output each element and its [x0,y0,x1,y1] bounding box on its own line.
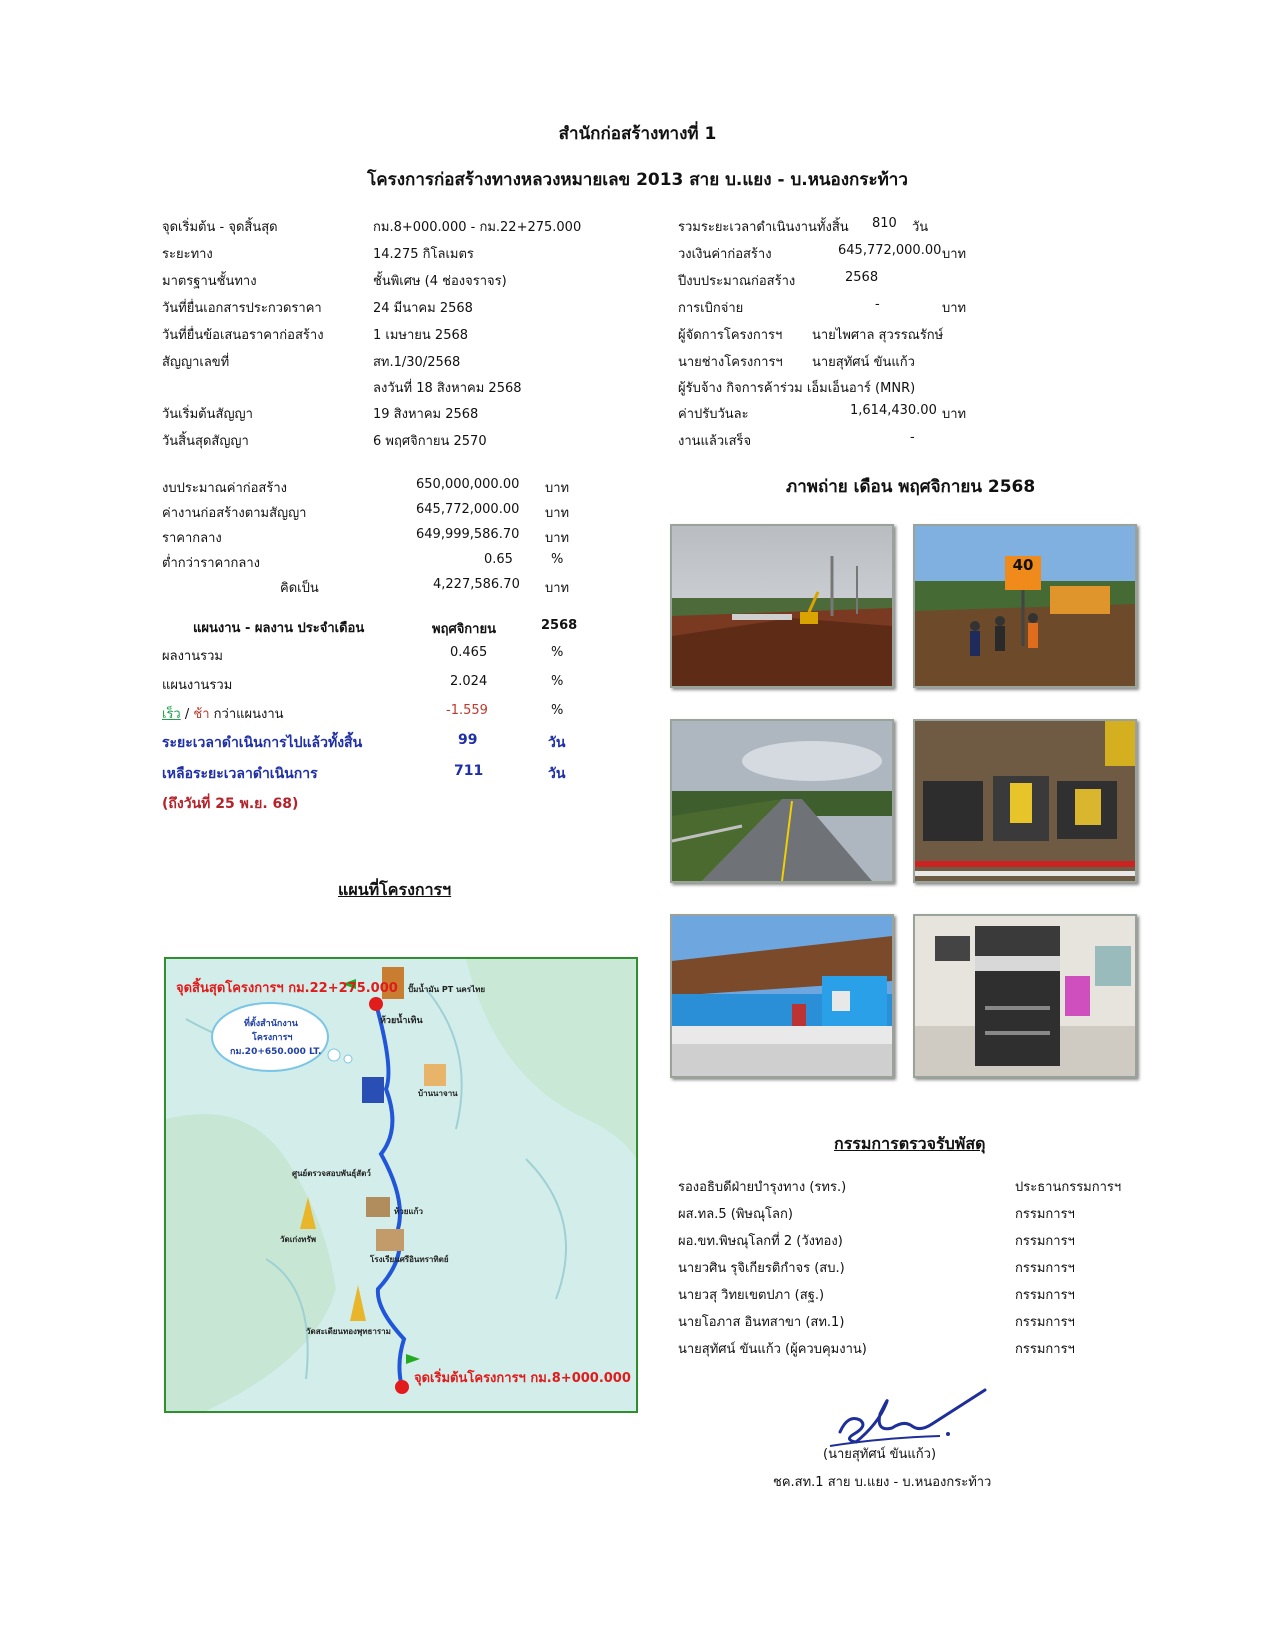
progress-label: แผนงานรวม [162,678,233,693]
committee-role: กรรมการฯ [1015,1234,1075,1249]
info-label: วันที่ยื่นเอกสารประกวดราคา [162,301,322,316]
photo-survey-equipment [913,719,1137,883]
fast-label: เร็ว [162,707,181,722]
info-label: จุดเริ่มต้น - จุดสิ้นสุด [162,220,278,235]
budget-label: งบประมาณค่าก่อสร้าง [162,481,287,496]
budget-label: ต่ำกว่าราคากลาง [162,556,260,571]
committee-member: ผอ.ขท.พิษณุโลกที่ 2 (วังทอง) [678,1234,843,1249]
committee-heading: กรรมการตรวจรับพัสดุ [834,1134,986,1153]
map-place-label: ห้วยแก้ว [394,1207,423,1216]
signer-name: (นายสุทัศน์ ขันแก้ว) [823,1447,937,1462]
info-unit: บาท [942,301,967,316]
info-label: ปีงบประมาณก่อสร้าง [678,274,796,289]
photo-speed-sign-workers [913,524,1137,688]
info-value: - [910,430,915,445]
remaining-value: 711 [454,763,484,779]
as-of-date: (ถึงวันที่ 25 พ.ย. 68) [162,796,299,812]
photo-highway [670,719,894,883]
committee-member: นายโอภาส อินทสาขา (สท.1) [678,1315,845,1330]
schedule-comparison [162,703,284,724]
map-place-label: วัดสะเดียนทองพุทธาราม [306,1327,391,1336]
progress-value: 2.024 [450,674,488,689]
vs-plan-label: กว่าแผนงาน [209,707,284,722]
budget-label: คิดเป็น [280,581,319,596]
budget-unit: บาท [545,506,570,521]
map-place-label: ห้วยน้ำเทิน [380,1016,423,1026]
map-place-label: วัดเก่งทรัพ [280,1235,317,1244]
info-value: 645,772,000.00 [838,243,942,258]
project-title: โครงการก่อสร้างทางหลวงหมายเลข 2013 สาย บ.แยง - บ.หนองกระท้าว [367,170,908,190]
info-unit: บาท [942,247,967,262]
remaining-label: เหลือระยะเวลาดำเนินการ [162,766,318,782]
photo-site-office [670,914,894,1078]
progress-unit: % [551,674,564,689]
info-label: ผู้รับจ้าง กิจการค้าร่วม เอ็มเอ็นอาร์ (MNR) [678,381,916,396]
elapsed-value: 99 [458,732,478,748]
progress-month: พฤศจิกายน [432,622,496,637]
map-heading: แผนที่โครงการฯ [338,880,452,899]
budget-label: ราคากลาง [162,531,222,546]
budget-value: 649,999,586.70 [416,527,520,542]
committee-role: กรรมการฯ [1015,1207,1075,1222]
elapsed-label: ระยะเวลาดำเนินการไปแล้วทั้งสิ้น [162,735,363,751]
info-label: มาตรฐานชั้นทาง [162,274,257,289]
committee-member: รองอธิบดีฝ่ายบำรุงทาง (รทร.) [678,1180,847,1195]
info-value: สท.1/30/2568 [373,355,461,370]
progress-unit: % [551,645,564,660]
info-label: สัญญาเลขที่ [162,355,230,370]
info-value: 2568 [845,270,879,285]
budget-value: 650,000,000.00 [416,477,520,492]
committee-role: กรรมการฯ [1015,1342,1075,1357]
budget-unit: บาท [545,581,570,596]
info-value: 1,614,430.00 [850,403,937,418]
info-value: นายสุทัศน์ ขันแก้ว [812,355,915,370]
signer-position: ชค.สท.1 สาย บ.แยง - บ.หนองกระท้าว [773,1475,992,1490]
info-label: การเบิกจ่าย [678,301,744,316]
info-value: ลงวันที่ 18 สิงหาคม 2568 [373,381,522,396]
office-location-label: ที่ตั้งสำนักงาน [244,1019,298,1029]
remaining-unit: วัน [548,766,566,782]
info-value: 19 สิงหาคม 2568 [373,407,479,422]
budget-value: 0.65 [484,552,513,567]
budget-label: ค่างานก่อสร้างตามสัญญา [162,506,307,521]
project-map [164,957,638,1413]
info-label: ค่าปรับวันละ [678,407,749,422]
map-place-label: โรงเรียนศรีอินทราทิตย์ [370,1255,449,1264]
progress-diff: -1.559 [446,703,488,718]
progress-value: 0.465 [450,645,488,660]
slow-label: ช้า [193,707,210,722]
info-label: วงเงินค่าก่อสร้าง [678,247,772,262]
committee-role: กรรมการฯ [1015,1261,1075,1276]
elapsed-unit: วัน [548,735,566,751]
info-label: วันสิ้นสุดสัญญา [162,434,249,449]
info-label: รวมระยะเวลาดำเนินงานทั้งสิ้น [678,220,849,235]
info-value: ชั้นพิเศษ (4 ช่องจราจร) [373,274,507,289]
committee-member: นายวสุ วิทยเขตปภา (สฐ.) [678,1288,825,1303]
office-location-label: กม.20+650.000 LT. [230,1047,322,1057]
budget-unit: % [551,552,564,567]
info-label: วันที่ยื่นข้อเสนอราคาก่อสร้าง [162,328,324,343]
committee-role: ประธานกรรมการฯ [1015,1180,1122,1195]
info-unit: วัน [912,220,929,235]
info-label: วันเริ่มต้นสัญญา [162,407,253,422]
progress-label: ผลงานรวม [162,649,223,664]
info-label: นายช่างโครงการฯ [678,355,783,370]
info-value: 24 มีนาคม 2568 [373,301,473,316]
map-end-label: จุดสิ้นสุดโครงการฯ กม.22+275.000 [176,981,398,996]
speed-sign-text: 40 [1012,556,1034,574]
info-label: งานแล้วเสร็จ [678,434,752,449]
map-start-label: จุดเริ่มต้นโครงการฯ กม.8+000.000 [414,1371,631,1386]
office-location-label: โครงการฯ [252,1033,293,1043]
committee-role: กรรมการฯ [1015,1288,1075,1303]
info-value: 1 เมษายน 2568 [373,328,469,343]
budget-unit: บาท [545,481,570,496]
map-place-label: บ้านนาจาน [418,1089,458,1098]
info-value: - [875,297,880,312]
info-value: 6 พฤศจิกายน 2570 [373,434,487,449]
info-unit: บาท [942,407,967,422]
info-value: 14.275 กิโลเมตร [373,247,474,262]
photos-heading: ภาพถ่าย เดือน พฤศจิกายน 2568 [786,477,1036,497]
progress-year: 2568 [541,618,578,633]
committee-member: นายวศิน รุจิเกียรติกำจร (สบ.) [678,1261,845,1276]
map-place-label: ปั๊มน้ำมัน PT นครไทย [408,985,486,994]
budget-unit: บาท [545,531,570,546]
info-value: กม.8+000.000 - กม.22+275.000 [373,220,582,235]
slash: / [180,707,194,722]
photo-office-copier [913,914,1137,1078]
budget-value: 645,772,000.00 [416,502,520,517]
info-value: 810 [872,216,897,231]
info-label: ผู้จัดการโครงการฯ [678,328,783,343]
budget-value: 4,227,586.70 [433,577,520,592]
progress-diff-unit: % [551,703,564,718]
office-title: สำนักก่อสร้างทางที่ 1 [558,124,717,144]
info-label: ระยะทาง [162,247,213,262]
info-value: นายไพศาล สุวรรณรักษ์ [812,328,944,343]
progress-heading: แผนงาน - ผลงาน ประจำเดือน [193,621,365,636]
map-place-label: ศูนย์ตรวจสอบพันธุ์สัตว์ [292,1169,371,1178]
committee-member: นายสุทัศน์ ขันแก้ว (ผู้ควบคุมงาน) [678,1342,867,1357]
committee-member: ผส.ทล.5 (พิษณุโลก) [678,1207,793,1222]
photo-excavator [670,524,894,688]
committee-role: กรรมการฯ [1015,1315,1075,1330]
